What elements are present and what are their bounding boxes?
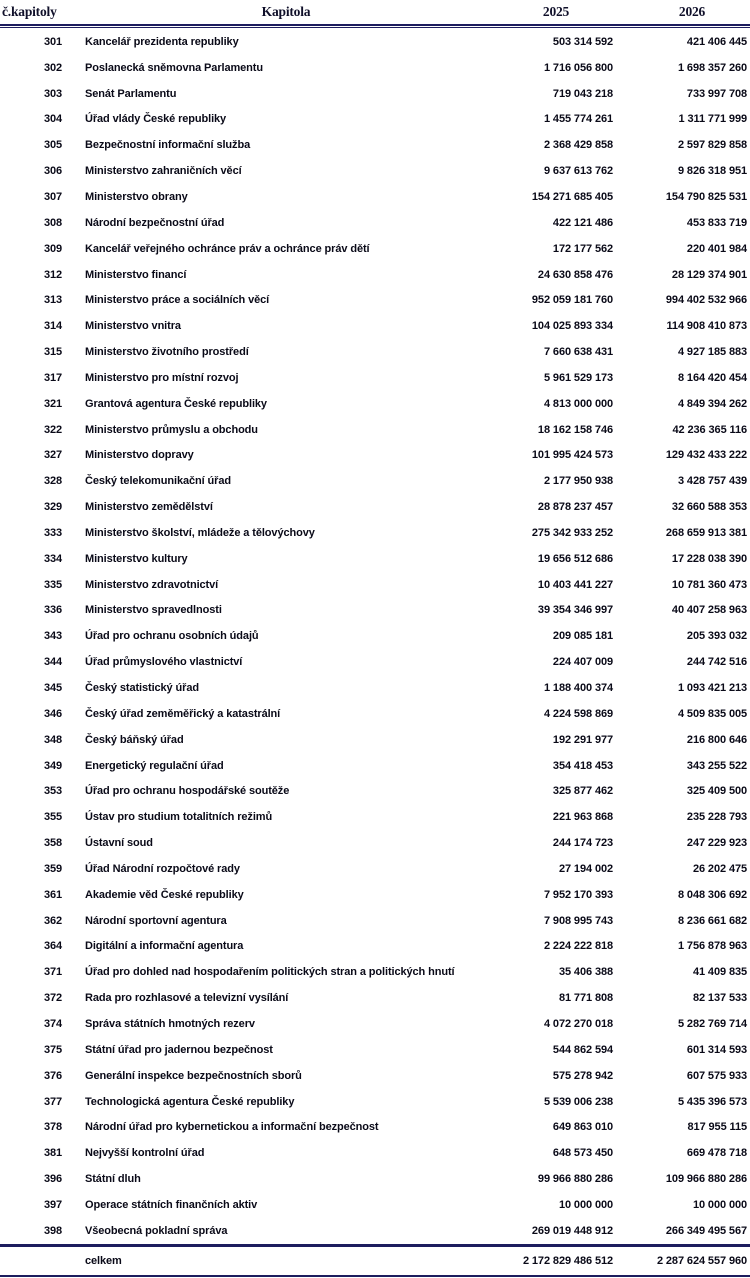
value-2025: 4 224 598 869 (543, 707, 613, 720)
value-2025: 275 342 933 252 (531, 526, 613, 539)
value-2025: 99 966 880 286 (537, 1173, 613, 1186)
chapter-number: 307 (43, 190, 63, 203)
value-2025: 9 637 613 762 (543, 165, 613, 178)
table-row (0, 1166, 750, 1192)
chapter-name: Úřad vlády České republiky (85, 113, 227, 126)
value-2025: 10 403 441 227 (537, 578, 613, 591)
value-2025: 325 877 462 (552, 785, 613, 798)
chapter-name: Ministerstvo kultury (85, 552, 188, 565)
table-row (0, 107, 750, 133)
value-2026: 114 908 410 873 (666, 320, 747, 333)
chapter-name: Český báňský úřad (85, 733, 184, 746)
chapter-number: 305 (43, 139, 63, 152)
table-row (0, 623, 750, 649)
value-2026: 8 164 420 454 (677, 371, 747, 384)
value-2025: 244 174 723 (552, 837, 613, 850)
chapter-number: 302 (43, 61, 63, 74)
chapter-number: 312 (43, 268, 63, 281)
value-2025: 648 573 450 (552, 1147, 613, 1160)
table-row (0, 727, 750, 753)
chapter-number: 371 (43, 966, 63, 979)
chapter-number: 378 (43, 1121, 63, 1134)
chapter-name: Český telekomunikační úřad (85, 475, 231, 488)
chapter-name: Úřad pro dohled nad hospodařením politických stran a politických hnutí (85, 966, 455, 979)
table-row (0, 804, 750, 830)
value-2025: 4 813 000 000 (543, 397, 613, 410)
value-2026: 17 228 038 390 (671, 552, 747, 565)
value-2025: 221 963 868 (552, 811, 613, 824)
chapter-name: Poslanecká sněmovna Parlamentu (85, 61, 263, 74)
chapter-name: Ministerstvo zemědělství (85, 501, 213, 514)
chapter-number: 374 (43, 1017, 63, 1030)
value-2026: 8 048 306 692 (677, 888, 747, 901)
value-2026: 129 432 433 222 (665, 449, 747, 462)
chapter-number: 336 (43, 604, 63, 617)
chapter-number: 309 (43, 242, 63, 255)
chapter-number: 303 (43, 87, 63, 100)
value-2026: 268 659 913 381 (665, 526, 747, 539)
chapter-name: Ministerstvo dopravy (85, 449, 194, 462)
value-2025: 81 771 808 (558, 992, 613, 1005)
value-2026: 1 311 771 999 (678, 113, 747, 126)
table-body (0, 29, 750, 1244)
chapter-number: 396 (43, 1173, 63, 1186)
value-2026: 669 478 718 (686, 1147, 747, 1160)
table-row (0, 830, 750, 856)
value-2026: 220 401 984 (686, 242, 747, 255)
chapter-name: Úřad pro ochranu osobních údajů (85, 630, 259, 643)
value-2025: 24 630 858 476 (537, 268, 613, 281)
table-row (0, 81, 750, 107)
table-row (0, 1011, 750, 1037)
chapter-number: 304 (43, 113, 63, 126)
table-bottom-rule (0, 1275, 750, 1277)
value-2026: 4 849 394 262 (677, 397, 747, 410)
table-header-row (0, 0, 750, 24)
table-row (0, 546, 750, 572)
value-2025: 192 291 977 (552, 733, 613, 746)
chapter-number: 321 (43, 397, 63, 410)
chapter-name: Bezpečnostní informační služba (85, 139, 251, 152)
value-2026: 216 800 646 (686, 733, 747, 746)
table-row (0, 1089, 750, 1115)
chapter-name: Ministerstvo pro místní rozvoj (85, 371, 239, 384)
value-2026: 5 435 396 573 (677, 1095, 747, 1108)
value-2025: 649 863 010 (552, 1121, 613, 1134)
chapter-name: Operace státních finančních aktiv (85, 1198, 258, 1211)
value-2025: 503 314 592 (552, 35, 613, 48)
value-2026: 41 409 835 (692, 966, 747, 979)
value-2025: 2 368 429 858 (543, 139, 613, 152)
chapter-name: Ministerstvo zdravotnictví (85, 578, 219, 591)
value-2025: 18 162 158 746 (537, 423, 613, 436)
table-row (0, 1218, 750, 1244)
table-row (0, 365, 750, 391)
value-2025: 5 961 529 173 (543, 371, 613, 384)
chapter-name: Správa státních hmotných rezerv (85, 1017, 255, 1030)
value-2025: 7 952 170 393 (543, 888, 613, 901)
value-2026: 82 137 533 (692, 992, 747, 1005)
value-2025: 224 407 009 (552, 656, 613, 669)
value-2026: 4 509 835 005 (677, 707, 747, 720)
value-2026: 266 349 495 567 (665, 1224, 747, 1237)
value-2025: 354 418 453 (552, 759, 613, 772)
value-2026: 244 742 516 (686, 656, 747, 669)
chapter-number: 359 (43, 862, 63, 875)
table-row (0, 985, 750, 1011)
chapter-number: 314 (43, 320, 63, 333)
table-row (0, 1063, 750, 1089)
header-chapter-number: č.kapitoly (2, 4, 57, 19)
chapter-name: Český úřad zeměměřický a katastrální (85, 707, 281, 720)
chapter-name: Kancelář prezidenta republiky (85, 35, 239, 48)
chapter-name: Senát Parlamentu (85, 87, 177, 100)
chapter-number: 345 (43, 682, 63, 695)
chapter-number: 398 (43, 1224, 63, 1237)
table-row (0, 882, 750, 908)
value-2025: 4 072 270 018 (543, 1017, 613, 1030)
value-2025: 209 085 181 (552, 630, 613, 643)
chapter-number: 322 (43, 423, 63, 436)
table-row (0, 29, 750, 55)
chapter-name: Ministerstvo spravedlnosti (85, 604, 222, 617)
value-2026: 2 597 829 858 (677, 139, 747, 152)
value-2026: 235 228 793 (686, 811, 747, 824)
value-2025: 39 354 346 997 (537, 604, 613, 617)
chapter-number: 333 (43, 526, 63, 539)
table-row (0, 55, 750, 81)
value-2025: 5 539 006 238 (543, 1095, 613, 1108)
chapter-name: Úřad průmyslového vlastnictví (85, 656, 243, 669)
table-row (0, 339, 750, 365)
chapter-name: Ministerstvo vnitra (85, 320, 181, 333)
value-2026: 733 997 708 (686, 87, 747, 100)
chapter-name: Úřad pro ochranu hospodářské soutěže (85, 785, 290, 798)
chapter-name: Ministerstvo školství, mládeže a tělovýchovy (85, 526, 315, 539)
table-row (0, 184, 750, 210)
value-2026: 421 406 445 (686, 35, 747, 48)
chapter-number: 348 (43, 733, 63, 746)
chapter-number: 346 (43, 707, 63, 720)
value-2025: 1 188 400 374 (543, 682, 613, 695)
value-2025: 19 656 512 686 (537, 552, 613, 565)
value-2025: 2 177 950 938 (543, 475, 613, 488)
value-2026: 40 407 258 963 (671, 604, 747, 617)
table-row (0, 210, 750, 236)
value-2026: 607 575 933 (686, 1069, 747, 1082)
value-2026: 325 409 500 (686, 785, 747, 798)
chapter-number: 334 (43, 552, 63, 565)
value-2026: 994 402 532 966 (665, 294, 747, 307)
table-row (0, 701, 750, 727)
table-row (0, 753, 750, 779)
table-row (0, 391, 750, 417)
chapter-name: Generální inspekce bezpečnostních sborů (85, 1069, 302, 1082)
chapter-name: Český statistický úřad (85, 682, 199, 695)
chapter-name: Ústav pro studium totalitních režimů (85, 811, 273, 824)
chapter-number: 349 (43, 759, 63, 772)
value-2025: 952 059 181 760 (531, 294, 613, 307)
value-2026: 205 393 032 (686, 630, 747, 643)
chapter-number: 375 (43, 1043, 63, 1056)
table-row (0, 649, 750, 675)
value-2025: 2 224 222 818 (543, 940, 613, 953)
table-row (0, 778, 750, 804)
value-2025: 154 271 685 405 (531, 190, 613, 203)
header-separator-double-rule (0, 24, 750, 28)
chapter-name: Národní úřad pro kybernetickou a informační bezpečnost (85, 1121, 379, 1134)
chapter-name: Digitální a informační agentura (85, 940, 244, 953)
value-2025: 104 025 893 334 (531, 320, 613, 333)
table-row (0, 236, 750, 262)
value-2025: 544 862 594 (552, 1043, 613, 1056)
chapter-number: 353 (43, 785, 63, 798)
table-row (0, 313, 750, 339)
chapter-name: Kancelář veřejného ochránce práv a ochránce práv dětí (85, 242, 370, 255)
value-2026: 26 202 475 (692, 862, 747, 875)
table-row (0, 287, 750, 313)
chapter-name: Ministerstvo životního prostředí (85, 346, 249, 359)
value-2026: 9 826 318 951 (677, 165, 747, 178)
table-row (0, 959, 750, 985)
value-2026: 28 129 374 901 (671, 268, 747, 281)
header-chapter-name: Kapitola (261, 4, 311, 19)
table-row (0, 443, 750, 469)
table-row (0, 934, 750, 960)
header-year-2026: 2026 (678, 4, 706, 19)
table-row (0, 520, 750, 546)
chapter-name: Akademie věd České republiky (85, 888, 244, 901)
chapter-number: 328 (43, 475, 63, 488)
chapter-number: 362 (43, 914, 63, 927)
table-row (0, 1140, 750, 1166)
table-row (0, 598, 750, 624)
value-2026: 5 282 769 714 (677, 1017, 747, 1030)
chapter-number: 361 (43, 888, 63, 901)
chapter-number: 335 (43, 578, 63, 591)
chapter-name: Úřad Národní rozpočtové rady (85, 862, 240, 875)
table-row (0, 1037, 750, 1063)
value-2025: 101 995 424 573 (531, 449, 613, 462)
value-2025: 269 019 448 912 (531, 1224, 613, 1237)
chapter-number: 377 (43, 1095, 63, 1108)
totals-2026: 2 287 624 557 960 (656, 1254, 747, 1267)
value-2026: 3 428 757 439 (677, 475, 747, 488)
chapter-number: 315 (43, 346, 63, 359)
table-row (0, 417, 750, 443)
value-2026: 247 229 923 (686, 837, 747, 850)
value-2025: 1 716 056 800 (543, 61, 613, 74)
chapter-name: Grantová agentura České republiky (85, 397, 267, 410)
chapter-number: 372 (43, 992, 63, 1005)
value-2026: 32 660 588 353 (671, 501, 747, 514)
chapter-number: 317 (43, 371, 63, 384)
chapter-name: Nejvyšší kontrolní úřad (85, 1147, 205, 1160)
chapter-name: Rada pro rozhlasové a televizní vysílání (85, 992, 289, 1005)
table-row (0, 262, 750, 288)
table-row (0, 1114, 750, 1140)
table-row (0, 1192, 750, 1218)
value-2026: 42 236 365 116 (672, 423, 747, 436)
table-row (0, 132, 750, 158)
value-2026: 154 790 825 531 (665, 190, 747, 203)
table-row (0, 908, 750, 934)
chapter-number: 301 (43, 35, 63, 48)
value-2025: 35 406 388 (558, 966, 613, 979)
chapter-name: Ministerstvo obrany (85, 190, 188, 203)
chapter-name: Ústavní soud (85, 837, 153, 850)
chapter-number: 358 (43, 837, 63, 850)
totals-2025: 2 172 829 486 512 (522, 1254, 613, 1267)
value-2026: 10 781 360 473 (671, 578, 747, 591)
value-2025: 172 177 562 (552, 242, 613, 255)
chapter-name: Všeobecná pokladní správa (85, 1224, 228, 1237)
value-2025: 575 278 942 (552, 1069, 613, 1082)
table-row (0, 572, 750, 598)
value-2025: 422 121 486 (552, 216, 613, 229)
chapter-name: Technologická agentura České republiky (85, 1095, 295, 1108)
value-2025: 10 000 000 (558, 1198, 613, 1211)
value-2026: 4 927 185 883 (677, 346, 747, 359)
chapter-number: 355 (43, 811, 63, 824)
value-2026: 1 093 421 213 (677, 682, 747, 695)
value-2026: 10 000 000 (692, 1198, 747, 1211)
table-row (0, 675, 750, 701)
header-year-2025: 2025 (542, 4, 570, 19)
totals-row (0, 1247, 750, 1275)
chapter-name: Národní bezpečnostní úřad (85, 216, 225, 229)
chapter-name: Energetický regulační úřad (85, 759, 224, 772)
chapter-name: Ministerstvo práce a sociálních věcí (85, 294, 270, 307)
chapter-number: 364 (43, 940, 63, 953)
chapter-name: Ministerstvo financí (85, 268, 187, 281)
value-2026: 817 955 115 (687, 1121, 747, 1134)
value-2025: 1 455 774 261 (543, 113, 613, 126)
value-2025: 7 908 995 743 (543, 914, 613, 927)
table-row (0, 468, 750, 494)
value-2025: 7 660 638 431 (543, 346, 613, 359)
value-2026: 8 236 661 682 (677, 914, 747, 927)
chapter-number: 308 (43, 216, 63, 229)
chapter-number: 344 (43, 656, 63, 669)
totals-label: celkem (85, 1254, 122, 1267)
chapter-name: Ministerstvo zahraničních věcí (85, 165, 242, 178)
table-row (0, 856, 750, 882)
chapter-number: 306 (43, 165, 63, 178)
value-2025: 28 878 237 457 (537, 501, 613, 514)
value-2025: 27 194 002 (558, 862, 613, 875)
table-row (0, 158, 750, 184)
chapter-number: 381 (43, 1147, 63, 1160)
chapter-name: Národní sportovní agentura (85, 914, 227, 927)
chapter-number: 397 (43, 1198, 63, 1211)
chapter-name: Ministerstvo průmyslu a obchodu (85, 423, 258, 436)
value-2026: 453 833 719 (686, 216, 747, 229)
table-row (0, 494, 750, 520)
chapter-name: Státní úřad pro jadernou bezpečnost (85, 1043, 273, 1056)
value-2026: 601 314 593 (686, 1043, 747, 1056)
chapter-number: 343 (43, 630, 63, 643)
value-2026: 109 966 880 286 (665, 1173, 747, 1186)
value-2026: 1 698 357 260 (677, 61, 747, 74)
chapter-number: 313 (43, 294, 63, 307)
chapter-name: Státní dluh (85, 1173, 141, 1186)
value-2026: 1 756 878 963 (677, 940, 747, 953)
value-2025: 719 043 218 (552, 87, 613, 100)
value-2026: 343 255 522 (686, 759, 747, 772)
chapter-number: 329 (43, 501, 63, 514)
chapter-number: 376 (43, 1069, 63, 1082)
chapter-number: 327 (43, 449, 63, 462)
